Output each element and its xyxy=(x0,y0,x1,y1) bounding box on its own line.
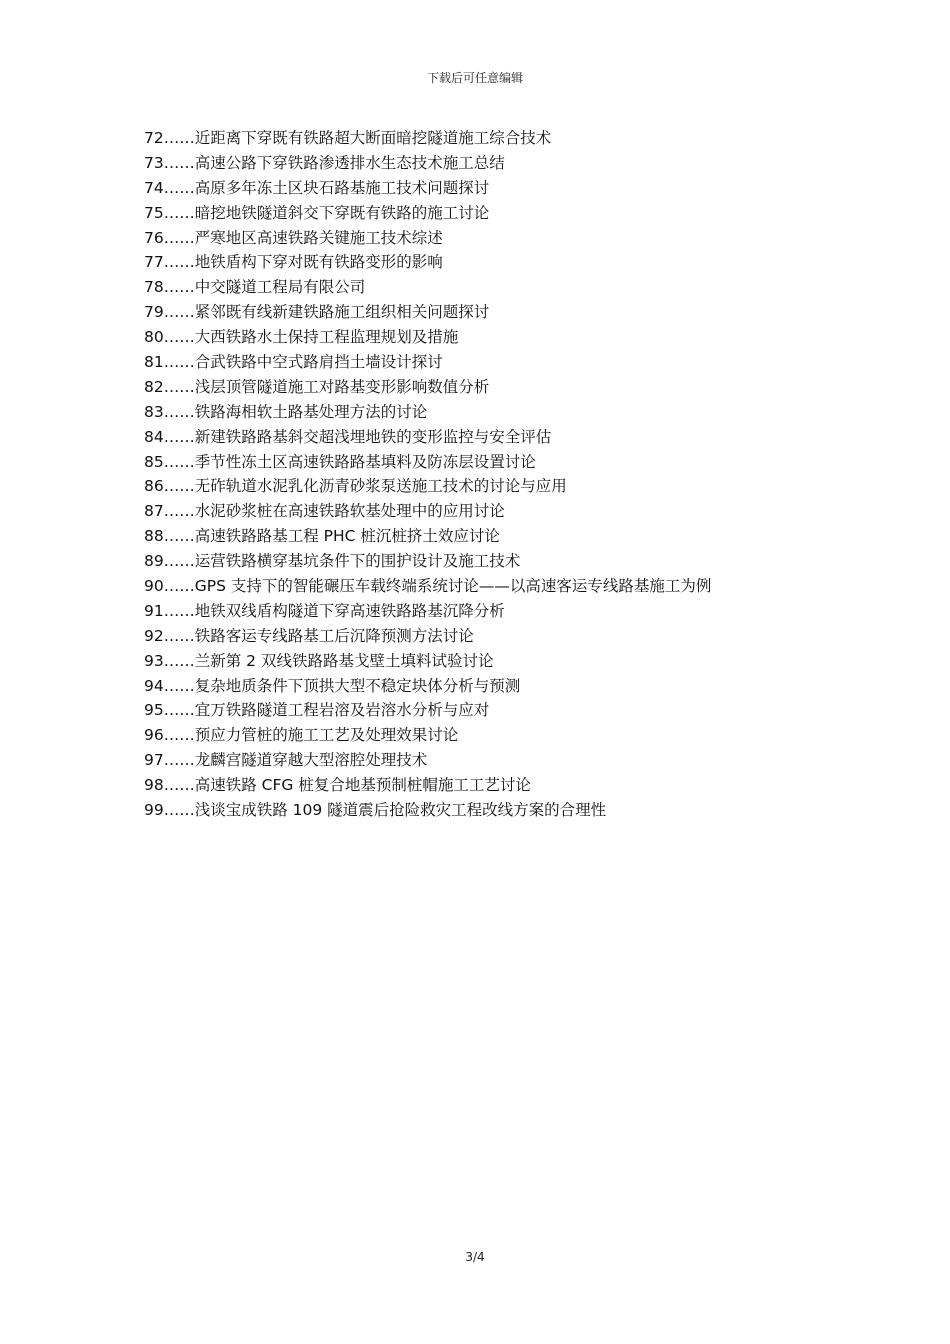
list-item: 75……暗挖地铁隧道斜交下穿既有铁路的施工讨论 xyxy=(144,203,490,222)
list-item: 84……新建铁路路基斜交超浅埋地铁的变形监控与安全评估 xyxy=(144,427,552,446)
list-item: 74……高原多年冻土区块石路基施工技术问题探讨 xyxy=(144,178,490,197)
list-item: 73……高速公路下穿铁路渗透排水生态技术施工总结 xyxy=(144,153,505,172)
list-item: 99……浅谈宝成铁路 109 隧道震后抢险救灾工程改线方案的合理性 xyxy=(144,801,607,820)
page-header: 下载后可任意编辑 xyxy=(426,71,523,85)
page-number: 3/4 xyxy=(465,1250,485,1264)
list-item: 88……高速铁路路基工程 PHC 桩沉桩挤土效应讨论 xyxy=(144,527,500,546)
list-item: 81……合武铁路中空式路肩挡土墙设计探讨 xyxy=(144,353,443,372)
list-item: 87……水泥砂浆桩在高速铁路软基处理中的应用讨论 xyxy=(144,502,505,521)
reference-list xyxy=(144,126,711,823)
list-item: 95……宜万铁路隧道工程岩溶及岩溶水分析与应对 xyxy=(144,701,490,720)
list-item: 94……复杂地质条件下顶拱大型不稳定块体分析与预测 xyxy=(144,676,521,695)
list-item: 98……高速铁路 CFG 桩复合地基预制桩帽施工工艺讨论 xyxy=(144,776,531,795)
list-item: 79……紧邻既有线新建铁路施工组织相关问题探讨 xyxy=(144,303,490,322)
list-item: 89……运营铁路横穿基坑条件下的围护设计及施工技术 xyxy=(144,552,521,571)
list-item: 85……季节性冻土区高速铁路路基填料及防冻层设置讨论 xyxy=(144,452,536,471)
list-item: 92……铁路客运专线路基工后沉降预测方法讨论 xyxy=(144,626,474,645)
list-item: 77……地铁盾构下穿对既有铁路变形的影响 xyxy=(144,253,443,272)
list-item: 91……地铁双线盾构隧道下穿高速铁路路基沉降分析 xyxy=(144,601,505,620)
list-item: 76……严寒地区高速铁路关键施工技术综述 xyxy=(144,228,443,247)
list-item: 96……预应力管桩的施工工艺及处理效果讨论 xyxy=(144,726,459,745)
list-item: 72……近距离下穿既有铁路超大断面暗挖隧道施工综合技术 xyxy=(144,129,552,147)
list-item: 90……GPS 支持下的智能碾压车载终端系统讨论——以高速客运专线路基施工为例 xyxy=(144,577,712,596)
list-item: 78……中交隧道工程局有限公司 xyxy=(144,278,366,297)
list-item: 82……浅层顶管隧道施工对路基变形影响数值分析 xyxy=(144,377,490,396)
list-item: 80……大西铁路水土保持工程监理规划及措施 xyxy=(144,328,459,347)
list-item: 86……无砟轨道水泥乳化沥青砂浆泵送施工技术的讨论与应用 xyxy=(144,477,567,496)
list-item: 97……龙麟宫隧道穿越大型溶腔处理技术 xyxy=(144,751,428,770)
list-item: 83……铁路海相软土路基处理方法的讨论 xyxy=(144,402,428,421)
list-item: 93……兰新第 2 双线铁路路基戈壁土填料试验讨论 xyxy=(144,651,494,670)
